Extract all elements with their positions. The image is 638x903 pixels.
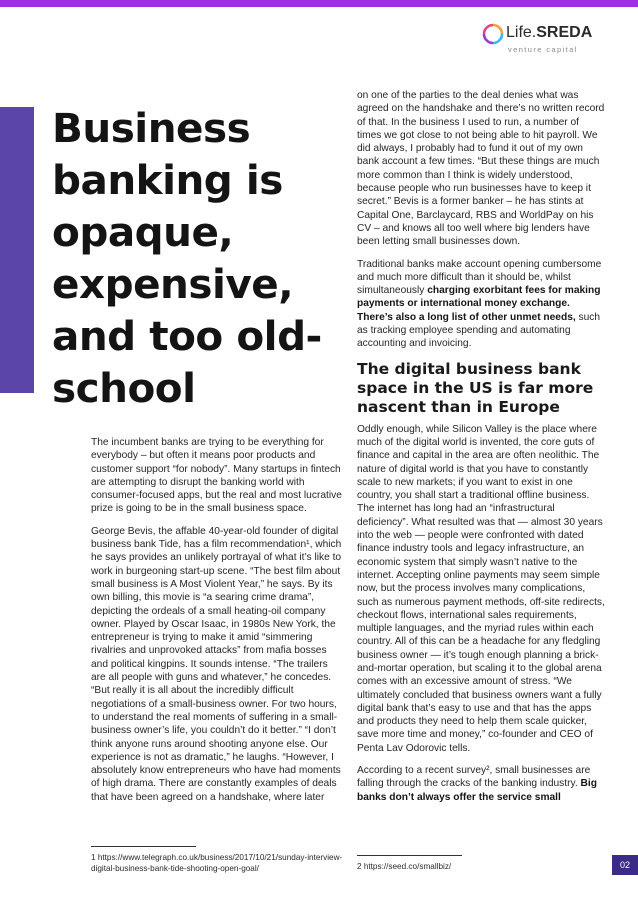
right-text-column [357,89,605,813]
page-number-badge: 02 [612,855,638,875]
logo-ring-icon [482,23,504,45]
top-accent-bar [0,0,638,7]
side-accent-stripe [0,107,34,393]
footnote-divider [91,846,196,847]
paragraph: George Bevis, the affable 40-year-old founder of digital business bank Tide, has a film recommendation¹, which he says provides an unlikely portrayal of what it’s like to work in burgeoning start-up scene. “The best film about small business is A Most Violent Year,” he says. By its own billing, this movie is “a searing crime drama”, depicting the ordeals of a small heating-oil company owner. Played by Oscar Isaac, in 1980s New York, the entrepreneur is trying to make it amid “simmering rivalries and unprovoked attacks” from mafia bosses and political kingpins. It sounds intense. “The trailers are all people with guns and whatever,” he concedes. “But really it is all about the incredibly difficult negotiations of a small-business owner. For two hours, to understand the real moments of suffering in a small-business owner’s life, you couldn’t do it better.” “I don’t think anyone runs around shooting anyone else. Our experience is not as dramatic,” he laughs. “However, I absolutely know entrepreneurs who have had moments of high drama. There are constantly examples of deals that have been agreed on a handshake, where later [91,525,342,803]
brand-tagline: venture capital [508,45,578,54]
footnote-divider [357,855,462,856]
left-text-column [91,436,344,813]
section-subheading: The digital business bank space in the US is far more nascent than in Europe [357,359,594,416]
paragraph: The incumbent banks are trying to be everything for everybody – but often it means poor products and customer support “for nobody”. Many startups in fintech are attempting to disrupt the banking world with consumer-focused apps, but the real and most lucrative prize is going to be in the small business space. [91,437,342,515]
brand-name: Life.SREDA [506,24,593,41]
brand-logo [482,22,612,56]
paragraph: on one of the parties to the deal denies what was agreed on the handshake and there’s no written record of that. In the business I used to run, a number of times we got close to not being able to hit payroll. We did always, I probably had to fund it out of my own bank account a few times. “But these things are much more common than I think is widely understood, because people who run businesses have to keep it secret.” Bevis is a former banker – he has stints at Capital One, Barclaycard, RBS and WorldPay on his CV – and knows all too well where big lenders have been letting small businesses down. [357,90,605,248]
footnote-2: 2 https://seed.co/smallbiz/ [357,862,452,871]
page-headline: Business banking is opaque, expensive, and too old-school [52,104,322,412]
paragraph: Traditional banks make account opening cumbersome and much more difficult than it should be, whilst simultaneously charging exorbitant fees for making payments or international money exchange. There’s also a long list of other unmet needs, such as tracking employee spending and automating accounting and invoicing. [357,258,602,350]
paragraph: According to a recent survey², small businesses are falling through the cracks of the banking industry. Big banks don’t always offer the service small [357,765,597,803]
paragraph: Oddly enough, while Silicon Valley is the place where much of the digital world is invented, the core guts of finance and capital in the area are often neolithic. The nature of digital world is that you have to constantly scale to new markets; if you want to exist in one country, you shall start a traditional offline business. The internet has long had an “infrastructural deficiency”. What resulted was that — almost 30 years into the web — people were confronted with dated finance industry tools and legacy infrastructure, an economic system that simply wasn’t native to the internet. Accepting online payments may seem simple now, but the process involves many complications, such as numerous payment methods, off-site redirects, checkout flows, international sales requirements, multiple languages, and the myriad rules within each country. All of this can be a headache for any fledgling business owner — it’s tough enough planning a brick-and-mortar operation, but scaling it to the global arena comes with an excessive amount of stress. “We ultimately concluded that business owners want a fully digital bank that’s easy to use and that has the apps and products they need to help them scale quicker, save more time and money,” co-founder and CEO of Penta Lav Odorovic tells. [357,423,605,754]
footnote-1: 1 https://www.telegraph.co.uk/business/2017/10/21/sunday-interview-digital-business-bank-tide-shooting-open-goal/ [91,853,343,873]
